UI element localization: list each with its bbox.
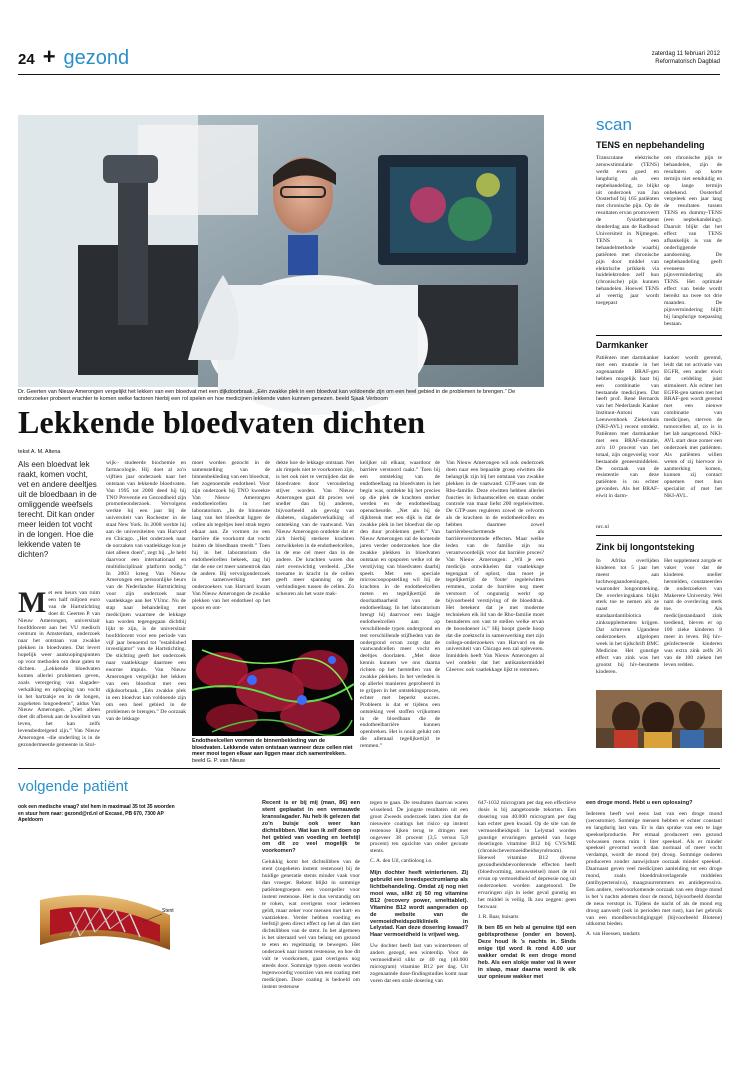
signature-1: C. A. den Uil, cardioloog i.o. <box>370 858 433 865</box>
main-headline: Lekkende bloedvaten dichten <box>18 404 426 440</box>
scan-box2-title: Darmkanker <box>596 340 649 350</box>
stent-illustration <box>30 880 180 970</box>
volgende-patient-label: volgende patiënt <box>18 778 129 795</box>
plus-logo: + <box>42 44 56 69</box>
scan-divider-1 <box>596 335 722 336</box>
masthead-rule <box>18 74 720 75</box>
inset-credit: beeld G. P. van Nieuw <box>192 757 245 764</box>
zink-photo <box>596 690 722 748</box>
scan-divider-2 <box>596 535 722 536</box>
scan-box1-col2: om chronische pijn te behandelen, zijn de resultaten op korte termijn niet eenduidig en op lange termijn onbekend. Oosterhof vergeleek een jaar lang de resultaten tussen TENS en dummy-TENS (een nepbehandeling). Daaruit blijkt dat het effect van TENS afhankelijk is van de onderliggende aandoening. De nepbehandeling geeft eveneens pijnvermindering als TENS. Het optimale effect van beide wordt bereikt na twee tot drie maanden. De pijnvermindering blijft bij langdurige toepassing bestaan. <box>664 155 722 327</box>
reader-contact: ook een medische vraag? stel hem in maximaal 35 tot 35 woorden en stuur hem naar: gezond@rd.nl of Excasé, PB 670, 7300 AP Apeldoorn <box>18 804 175 823</box>
scan-box1-title: TENS en nepbehandeling <box>596 140 705 150</box>
question-3-continued: een droge mond. Hebt u een oplossing? <box>586 800 693 806</box>
stent-label: Stent <box>162 908 174 914</box>
scan-label: scan <box>596 115 632 134</box>
signature-2: J. R. Baar, huisarts <box>478 913 519 920</box>
inset-caption-text: Endotheelcellen vormen de binnenbekleding van de bloedvaten. Lekkende vaten ontstaan wanneer deze cellen niet meer mooi tegen elkaar aan liggen maar zich samentrekken. <box>192 738 353 758</box>
article-column-3: moet worden gezocht in de samenstelling van de binnenbekleding van een bloedvat, het zogenoemde endotheel. Voor zijn onderzoek bij TNO kweekte Van Nieuw Amerongen endotheelcellen in het laboratorium. „In de binnenste laag van het bloedvat liggen de cellen als tegeltjes heel strak tegen elkaar aan. Ze vormen zo een barrière die voorkomt dat vocht buiten de bloedbaan treedt.” Toen hij in het laboratorium die endotheelcellen bekeek, zag hij dat de ene cel meer samentrok dan de andere. Bij vervolgonderzoek in samenwerking met onderzoekers van Harvard kwam Van Nieuw Amerongen de zwakke plekken van het endotheel op het spoor en ont- <box>192 460 270 612</box>
inset-caption <box>192 738 354 764</box>
answer-1-continued: tegen te gaan. De resultaten daarvan waren wisselend. De jongste resultaten uit een groot Zweeds onderzoek laten zien dat de nieuwere coatings het risico op instent restenose lijken terug te dringen met ongeveer 38 procent (3,5 versus 5,8 procent) ten opzichte van onder gecoate stents. <box>370 800 468 855</box>
article-column-2: wijk– studeerde biochemie en farmacologie. Hij doet al zo'n vijftien jaar onderzoek naar het ontstaan van lekkende bloedvaten. Van 1995 tot 2000 deed hij bij TNO Preventie en Gezondheid zijn promotieonderzoek. Vervolgens werkte hij een jaar bij de universiteit van Rochester in de staat New York. In 2008 werkte hij aan de universiteiten van Harvard en Chicago. „Het onderzoek naar de oorzaken van vaatlekkage kun je niet alleen doen”, zegt hij. „Je hebt daarvoor een internationaal en multidisciplinair platform nodig.” In 2003 kreeg Van Nieuw Amerongen een persoonlijke beurs van de Nederlandse Hartstichting voor zijn onderzoek naar vaatlekkage aan het VUmc. Nu de stap naar behandeling met medicijnen waarmee de lekkage kan worden tegengegaan dichtbij lijkt te zijn, is de universitair hoofddocent voor een periode van vijf jaar benoemd tot "established investigator" van de Hartstichting. De stichting geeft het onderzoek naar vaatlekkage daarmee een enorme impuls. Van Nieuw Amerongen vergelijkt het lekken van een bloedvat met een dijkdoorbraak. „Eén zwakke plek in een bloedvat kan voldoende zijn om een heel gebied in de problemen te brengen.” De oorzaak van de lekkage <box>106 460 186 722</box>
section-rule <box>18 768 720 769</box>
answer-2-continued: 647-1032 microgram per dag een effectieve dosis is bij aangetoonde tekorten. Een dosering van 40.000 microgram per dag kan echter geen kwaad. Op de site van de vermoeidheidspoli in Lelystad worden gunstige ervaringen gemeld van hoge doseringen vitamine B12 bij CVS/ME (chronischevermoeidheidssyndroom). Hoewel vitamine B12 diverse gezondheidsbevorderende effecten heeft (bloedvorming, zenuwstelsel) moet de rol ervan op vermoeidheid of depressie nog uit onderzoeken worden aangetoond. De ervaringen zijn in ieder geval gunstig en het middel is veilig. Ik zou zeggen: geen bezwaar. <box>478 800 576 910</box>
article-column-1 <box>18 586 100 748</box>
answer-3: Iedereen heeft wel eens last van een droge mond (xerostomie). Sommige mensen hebben er echter constant en langdurig last van. Er is dan sprake van een te lage speekselproductie. Per etmaal produceert een gezond volwassen mens ruim 1 liter speeksel. Als er minder speeksel gevormd wordt dan normaal of meer vocht verdampt, wordt de mond (te) droog. Sommige ouderen produceren zonder aanwijsbare oorzaak minder speeksel. Daarnaast geven veel medicijnen aanleiding tot een droge mond, zoals bloeddrukverlagende middelen (antihypertensiva), maagzuurremmers en antidepressiva. Een andere, veelvoorkomende oorzaak van een droge mond is het 's nachts ademen door de mond, bijvoorbeeld doordat de neus verstopt is. Tijdens de nacht of als de mond erg droog aanvoelt (ook in perioden met rust), kan het gebruik van een mondbevochtigingsgel (bijvoorbeeld Biotene) uitkomst bieden. <box>586 810 722 928</box>
article-intro: Als een bloedvat lek raakt, komen vocht, vet en andere deeltjes uit de bloedbaan in de omliggende weefsels terecht. Dit kan onder meer leiden tot vocht in de longen. Hoe die lekkende vaten te dichten? <box>18 460 97 559</box>
scan-box3-col2: Het supplement zorgde er vaker voor dat de kinderen sneller herstelden, constateerden de onderzoekers van Makerere University. Wel nam de overleving sterk toe. Als medicijnstandaard zink toediend, bleven er op 100 zieke kinderen 8 meer in leven. Bij hiv-geïnfecteerde kinderen was extra zink zelfs 26 van de 100 zieken het leven redden. <box>664 558 722 668</box>
section-title: gezond <box>63 47 130 69</box>
scan-box1-col1: Transcutane elektrische zenuwstimulatie (TENS) werkt even goed en langdurig als een nepbehandeling, zo blijkt uit onderzoek van Jan Oosterhof bij 165 patiënten met chronische pijn. Op de resultaten ervan promoveert de fysiotherapeut donderdag aan de Radboud Universiteit in Nijmegen. TENS is een behandelmethode waarbij patiënten met chronische pijn door middel van elektrische prikkels via huidelektroden zelf hun (chronische) pijn kunnen behandelen. Hoewel TENS al veertig jaar wordt toegepast <box>596 155 659 307</box>
answer-1: Gelukkig komt het dichtslibben van de stent (zogeheten instent restenose) bij de huidige generatie stents minder vaak voor dan vroeger. Rekent blijkt in sommige patiëntengroepen een voorspeller voor instent restenose. Het is dus verstandig om te roken, wat overigens voor iedereen geldt, maar zeker voor mensen met hart- en vaatziekten. Verder hebben voeding en leefstijl geen direct effect op het al dan niet dichtslibben van de stent. In het algemeen is het uiteraard wel van belang om gezond te eten en regelmatig te bewegen. Het onderzoek naar instent restenose, en hoe dit valt te voorkomen, gaat overigens nog steeds door. Sommige typen stents worden tegenwoordig voorzien van een coating met medicijnen. Deze coating is bedoeld om instent restenose <box>262 859 361 990</box>
main-photo <box>18 115 544 387</box>
masthead <box>18 46 198 74</box>
dropcap: M <box>18 586 47 619</box>
byline: tekst A. M. Altena <box>18 449 61 455</box>
question-2: Mijn dochter heeft wintertenen. Zij gebruikt een breedspectrumlamp als lichtbehandeling. Omdat zij nog niet mooi was, slikt zij 50 mg vitamine B12 (recovery power, smelttablet). Vitamine B12 wordt aangeraden op de website van de vermoeidheidspoliklinieik in Lelystad. Kan deze dosering kwaad? Haar vermoeidheid is vrijwel weg. <box>370 870 468 939</box>
qa-column-4 <box>586 800 722 1040</box>
paper-name: Reformatorisch Dagblad <box>655 59 720 65</box>
scan-box2-col1: Patiënten met darmkanker met een mutatie in het zogenaamde BRAF-gen hebben mogelijk baat bij een combinatie van bestaande medicijnen. Dat heeft prof. René Bernards van het Nederlands Kanker Instituut-Antoni van Leeuwenhoek Ziekenhuis (NKI-AVL) recent ontdekt. Patiënten met darmkanker met een BRAF-mutatie, zo'n 10 procent van het totaal, zijn ongevoelig voor bestaande geneesmiddelen. De oorzaak van de resistentie van deze patiënten is nu echter gevonden. Als het BRAF-eiwit in darm- <box>596 355 659 500</box>
photo-caption: Dr. Geerten van Nieuw Amerongen vergelijkt het lekken van een bloedvat met een dijkdoorbraak. „Eén zwakke plek in een bloedvat kan voldoende zijn om een heel gebied in de problemen te brengen.” De onderzoeker probeert erachter te komen welke factoren hierbij een rol spelen en hoe medicijnen lekkende vaten kunnen genezen. beeld Sjaak Verboom <box>18 389 516 402</box>
masthead-info <box>652 50 720 66</box>
question-1: Recent is er bij mij (man, 86) een stent geplaatst in een vernauwde kransslagader. Nu heb ik gelezen dat zo'n buisje ook weer kan dichtslibben. Wat kan ik zelf doen op het gebied van voeding en leefstijl om dit zo veel mogelijk te voorkomen? <box>262 800 360 855</box>
page-number: 24 <box>18 51 35 68</box>
endothelium-image <box>192 640 354 736</box>
scan-box2-col2: kanker wordt geremd, leidt dat tot activatie van EGFR, een ander eiwit dat celdeling juist stimuleert. Als echter het EGFR-gen samen met het BRAF-gen wordt geremd met een nieuwe combinatie van medicijnen, sterven de tumorcellen af, zo is in het lab aangetoond. NKI-AVL start deze zomer een onderzoek met patiënten. Als patiënten willen weten of zij hiervoor in aanmerking komen, kunnen zij contact opnemen met hun specialist of met het NKI-AVL. <box>664 355 722 500</box>
qa-column-3 <box>478 800 576 1040</box>
scan-box2-credit: nrc.nl <box>596 524 609 530</box>
question-3: Ik ben 85 en heb al genuine tijd een gebitsprothese (onder en boven). Deze houd ik 's nachts in. Sinds enige tijd word ik rond 4.00 uur wakker omdat ik een droge mond heb. Als een slokje water val ik weer in slaap, maar daarna word ik elk uur opnieuw wakker met <box>478 925 576 980</box>
scan-box3-title: Zink bij longontsteking <box>596 542 695 552</box>
answer-2: Uw dochter heeft last van wintertenen of anders gezegd, een winterdip. Voor de vermoeidheid slikt ze 40 mg (40.000 microgram) vitamine B12 per dag. Uit zogenaamde dose-findingstudies komt naar voren dat een orale dosering van <box>370 943 468 984</box>
column-1-text: et een beurs van ruim een half miljoen euro van de Hartstichting doet dr. Geerten P. van Nieuw Amerongen, universitair hoofddocent aan het VU medisch centrum in Amsterdam, onderzoek naar het ontstaan van zwakke plekken in bloedvaten. Dat levert hopelijk weer aanknopingspunten op voor methoden om deze gaten te dichten. „Lekkende bloedvaten komen allerlei problemen geven, zoals verergering van slagader-verkalking en ophoping van vocht in het hartzakje en in de longen, zogeheten longoedeem”, aldus Van Nieuw Amerongen. „Niet alleen doet dit afbreuk aan de kwaliteit van leven, het kan zelfs levensbedreigend zijn.” Van Nieuw Amerongen –die onderling is in de gezondermeerde gemeente in Stol- <box>18 590 100 748</box>
scan-box3-col1: In Afrika overlijden kinderen tot 5 jaar het meest aan luchtwegaandoeningen, waaronder longontsteking. De overlevingskans blijkt sterk toe te nemen als ze naast de standaardantibiotica zinksupplementen krijgen. Dat schreven Ugandese onderzoekers afgelopen week in het tijdschrift BMC Medicine. Het gunstige effect van zink was het grootst bij hiv-besmette kinderen. <box>596 558 659 675</box>
qa-column-2 <box>370 800 468 1040</box>
article-column-6: Van Nieuw Amerongen wil ook onderzoek doen naar een bepaalde groep eiwitten die belangrijk zijn bij het ontstaan van zwakke plekken in de vaatwand: GTP-ases van de Rho-familie. Deze eiwitten hebben allerlei functies in lichaamscellen en staan onder controle van maar liefst 200 regeleiwitten. De GTP-ases reguleren zowel de celvorm als de krachten in de endotheelcellen en hebben daarmee zowel barrièrebeschermende als barrièreverstorende effecten. Maar welke leden van de familie zijn nu verantwoordelijk voor dat barrière proces? Van Nieuw Amerongen: „Wil je een medicijn ontwikkelen dat vaatlekkage tegengaat of oplost, dan moet je tegelijkertijd de 'foute' regeleiwitten remmen, zodat de barrière nog meer verstoort of ongunstig werkt op bijvoorbeeld verstijving of de bloeddruk. Het betekent dat je met moderne technieken elk lid van de Rho-familie moet bestuderen om vast te stellen welke ervan de boosdoener is.” Hij hoopt goede hoop dat die zoektocht in samenwerking met zijn collega-onderzoekers van Harvard en de universiteit van Chicago een zal opleveren. Inmiddels heeft Van Nieuw Amerongen al wel ontdekt dat het antikankermiddel Gleevec ook vaatlekkage lijkt te remmen. <box>446 460 544 674</box>
signature-3: A. van Hoessen, tandarts <box>586 931 640 938</box>
issue-date: zaterdag 11 februari 2012 <box>651 51 720 57</box>
article-column-4: dekte hoe de lekkage ontstaat. Net als rimpels niet te voorkomen zijn, is het ook niet te vermijden dat de bloedvaten door veroudering stijver worden. Van Nieuw Amerongen gaat dit proces wel sneller dan bij anderen, bijvoorbeeld als gevolg van diabetes, slagaderverkalking of ontsteking van de vaatwand. Van Nieuw Amerongen ontdekte dat er zich hierbij sterkere krachten ontwikkelen in de endotheelcellen, in de ene cel meer dan in de andere. De krachten waren dus niet evenwichtig verdeeld. „Die toename in kracht in de cellen geeft meer spanning op de verbindingen tussen de cellen. Zo scheuren als het ware mak- <box>276 460 354 598</box>
article-column-5: kelijker uit elkaar, waardoor de barrière verstoord raakt.” Toen bij een ontsteking van de endotheellaag na bloedvaten in het begin was, ontdekte hij het precies op die plek de krachten sterker werden en de endotheellaag openscheurde. „Net als bij de dijkbreuk met een dijk is dat de zwakke plek in het bloedvat die op den duur problemen geeft.” Van Nieuw Amerongen zal de komende jaren verder onderzoeken hoe die zwakke plekken in bloedvaten ontstaan en opsporen welke rol de verstijving van bloedvaten daarbij speelt. Met een speciale microscoopopstelling wil hij de krachten in de endotheelcellen meten en tegelijkertijd de doorlaatbaarheid van de endotheellaag. In het laboratorium brengt hij daarvoor een laagje endotheelcellen aan op verschillende typen ondergrond en test verschillende stijfheden van de ondergrond ervan zorgt dat de vaatwandcellen meer vocht en deeltjes doorlaten. „Met deze kennis kunnen we ons daarna richten op het herstellen van de zwakke plekken. In het verleden is op allerlei manieren geprobeerd in te grijpen in het ontstekingsproces, echter met beperkt succes. Probleem is dat er tijdens een ontsteking veel stoffen vrijkomen in de bloedbaan die de endotheelbarrière kunnen openbreken. Het is nooit gelukt om die allemaal tegelijkertijd te remmen.” <box>360 460 440 750</box>
qa-column-1 <box>262 800 360 1040</box>
